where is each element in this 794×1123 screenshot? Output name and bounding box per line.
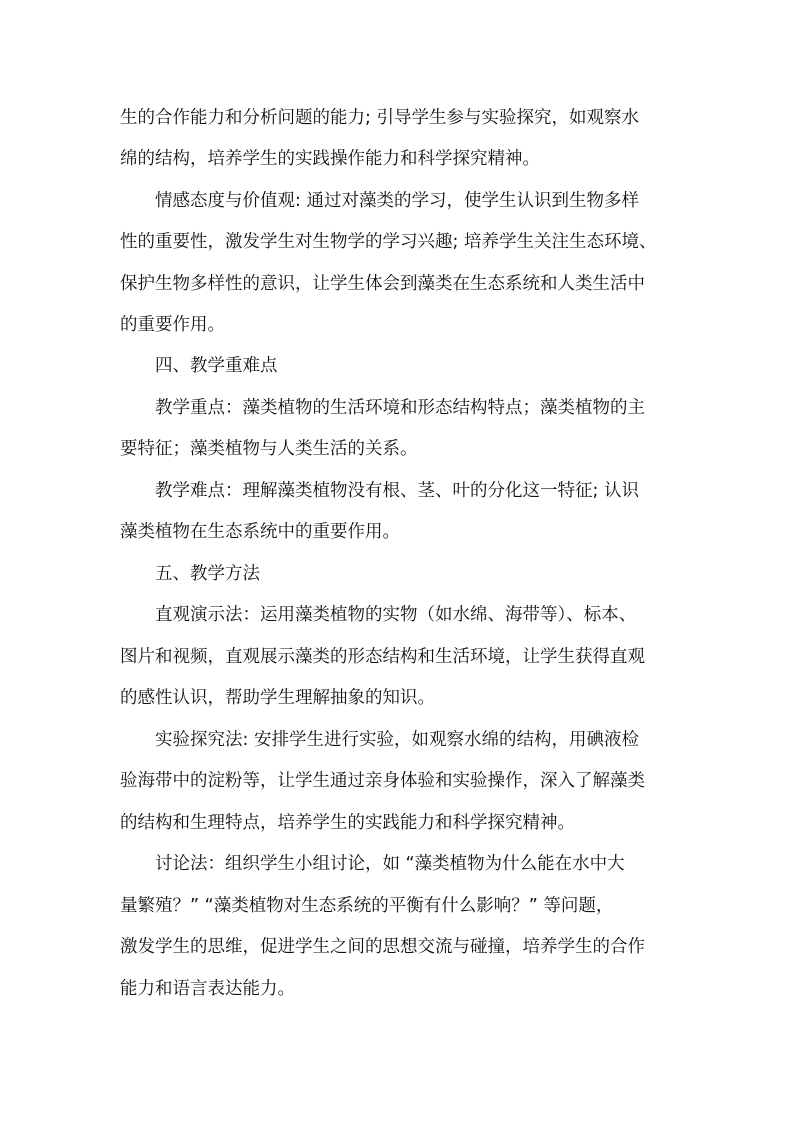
text-line: 藻类植物在生态系统中的重要作用。 [120,522,400,542]
paragraph-start: 直观演示法：运用藻类植物的实物（如水绵、海带等）、标本、 [155,605,637,625]
text-line: 激发学生的思维，促进学生之间的思想交流与碰撞，培养学生的合作 [120,937,645,957]
paragraph-start: 讨论法：组织学生小组讨论，如 “藻类植物为什么能在水中大 [155,854,625,874]
paragraph-start: 教学难点：理解藻类植物没有根、茎、叶的分化这一特征; 认识 [155,481,639,501]
paragraph-start: 情感态度与价值观: 通过对藻类的学习，使学生认识到生物多样 [155,191,639,211]
text-line: 的结构和生理特点，培养学生的实践能力和科学探究精神。 [120,813,575,833]
text-line: 量繁殖？” “藻类植物对生态系统的平衡有什么影响？” 等问题， [120,896,614,916]
text-line: 能力和语言表达能力。 [120,979,295,999]
text-line: 绵的结构，培养学生的实践操作能力和科学探究精神。 [120,149,540,169]
paragraph-start: 教学重点：藻类植物的生活环境和形态结构特点；藻类植物的主 [155,398,645,418]
text-line: 性的重要性，激发学生对生物学的学习兴趣; 培养学生关注生态环境、 [120,232,657,252]
text-line: 验海带中的淀粉等，让学生通过亲身体验和实验操作，深入了解藻类 [120,771,645,791]
text-line: 保护生物多样性的意识，让学生体会到藻类在生态系统和人类生活中 [120,274,645,294]
text-line: 的重要作用。 [120,315,225,335]
section-heading: 四、教学重难点 [155,356,278,376]
text-line: 的感性认识，帮助学生理解抽象的知识。 [120,688,435,708]
paragraph-start: 实验探究法: 安排学生进行实验，如观察水绵的结构，用碘液检 [155,730,639,750]
text-line: 图片和视频，直观展示藻类的形态结构和生活环境，让学生获得直观 [120,647,645,667]
text-line: 生的合作能力和分析问题的能力; 引导学生参与实验探究，如观察水 [120,108,639,128]
text-line: 要特征；藻类植物与人类生活的关系。 [120,439,418,459]
section-heading: 五、教学方法 [155,564,260,584]
